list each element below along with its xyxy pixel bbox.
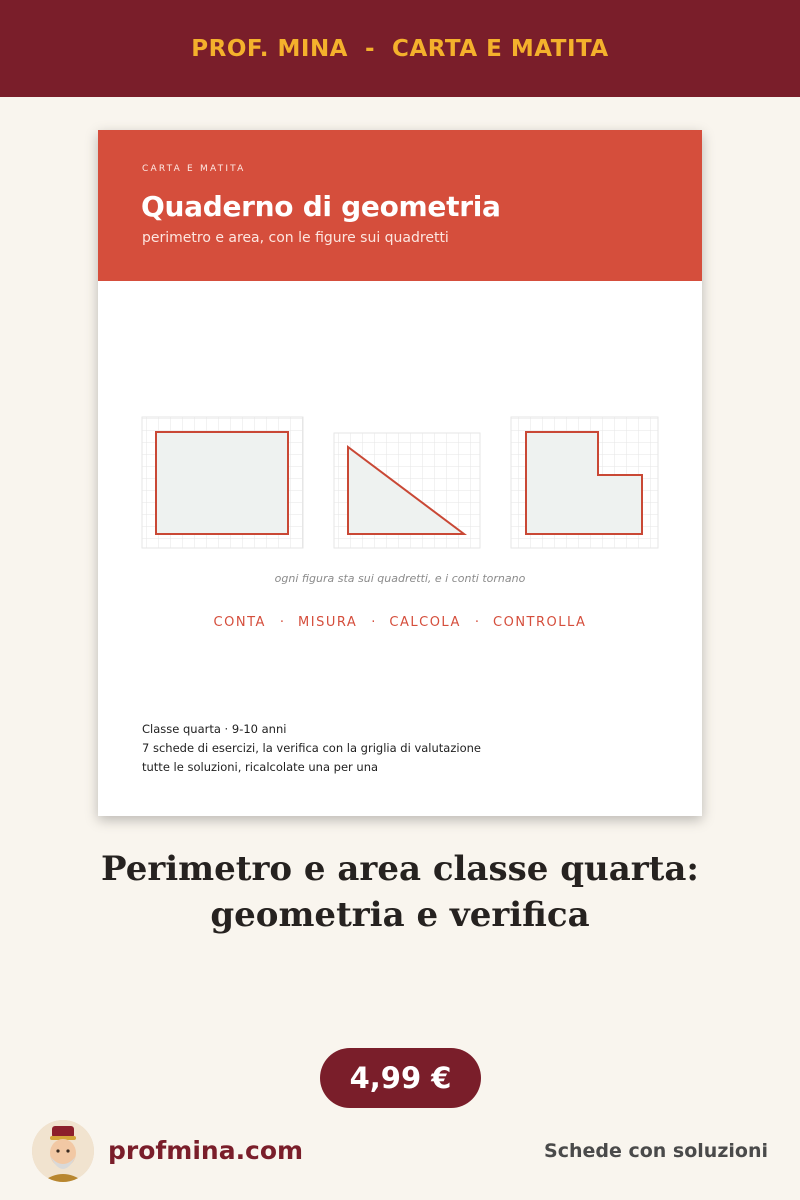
step-controlla: CONTROLLA xyxy=(493,615,587,630)
cover-subtitle: perimetro e area, con le figure sui quadretti xyxy=(142,230,449,246)
step-separator: · xyxy=(371,615,376,630)
top-banner xyxy=(0,0,800,97)
price-label: 4,99 € xyxy=(349,1061,452,1095)
product-cover[interactable] xyxy=(98,130,702,816)
site-link[interactable]: profmina.com xyxy=(108,1136,304,1165)
grid-rectangle xyxy=(142,417,303,548)
grid-l-shape xyxy=(511,417,658,548)
product-title-line: geometria e verifica xyxy=(210,895,590,935)
footer-tagline: Schede con soluzioni xyxy=(544,1140,768,1162)
product-title-line: Perimetro e area classe quarta: xyxy=(101,849,699,889)
triangle-shape xyxy=(348,447,464,534)
brand-title: PROF. MINA - CARTA E MATITA xyxy=(191,35,609,62)
rectangle-shape xyxy=(156,432,288,534)
info-line: 7 schede di esercizi, la verifica con la griglia di valutazione xyxy=(142,741,481,755)
info-line: tutte le soluzioni, ricalcolate una per una xyxy=(142,760,379,774)
professor-avatar-icon xyxy=(32,1120,94,1182)
cover-info xyxy=(142,720,481,777)
cover-eyebrow: CARTA E MATITA xyxy=(142,164,246,174)
cover-header xyxy=(98,130,702,281)
step-separator: · xyxy=(279,615,285,630)
info-line: Classe quarta · 9-10 anni xyxy=(142,722,287,736)
step-separator: · xyxy=(474,615,480,630)
cover-caption: ogni figura sta sui quadretti, e i conti tornano xyxy=(274,572,526,585)
step-conta: CONTA xyxy=(213,615,266,630)
step-misura: MISURA xyxy=(298,615,358,630)
l-shape xyxy=(526,432,642,534)
price-button[interactable] xyxy=(320,1048,481,1108)
grid-triangle xyxy=(334,433,480,548)
steps-row xyxy=(98,615,702,630)
step-calcola: CALCOLA xyxy=(389,615,461,630)
product-title xyxy=(0,846,800,938)
cover-title: Quaderno di geometria xyxy=(141,190,501,223)
